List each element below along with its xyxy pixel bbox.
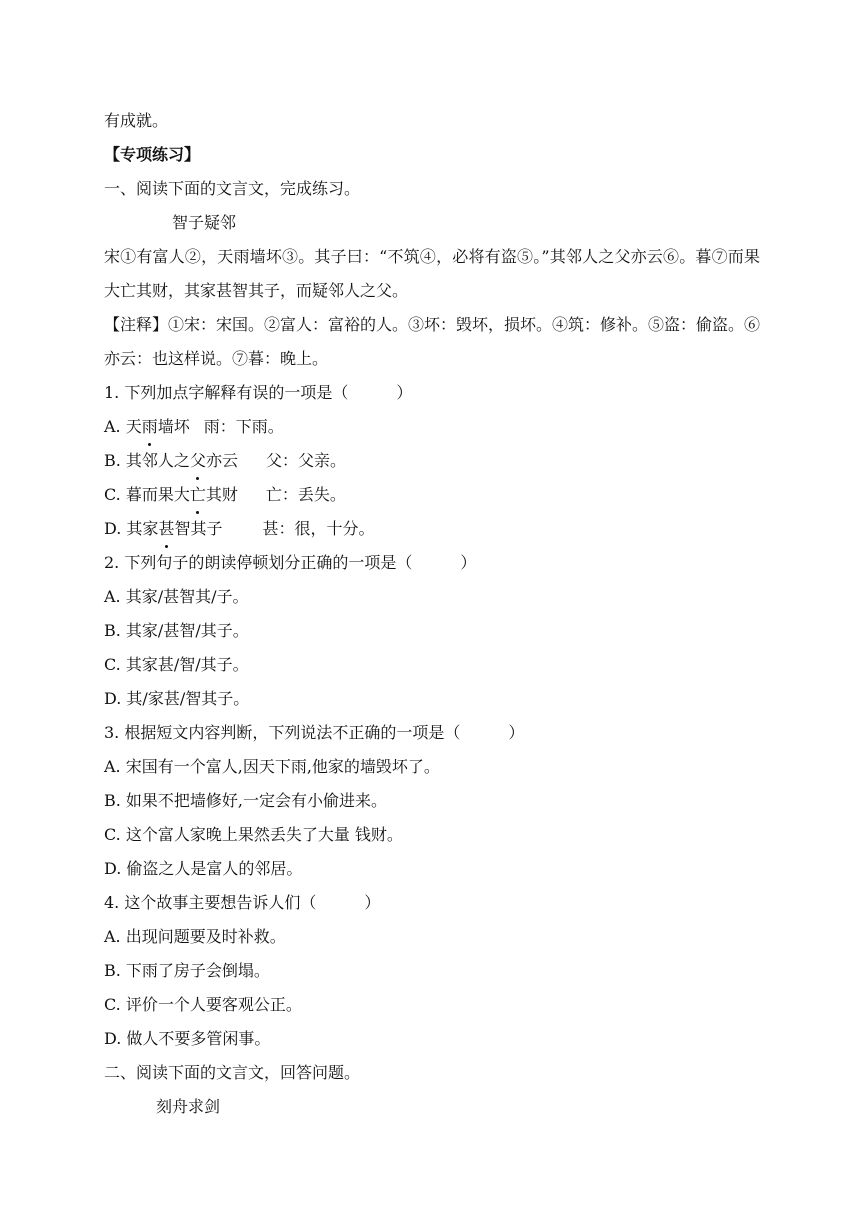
q1-d-dotted-char: 甚 [158, 512, 174, 546]
part1-text: 宋①有富人②，天雨墙坏③。其子曰：“不筑④，必将有盗⑤。”其邻人之父亦云⑥。暮⑦而果大亡其财，其家甚智其子，而疑邻人之父。 [104, 247, 760, 300]
q1-option-d [104, 512, 760, 546]
document-page [104, 104, 760, 1124]
q3-option-a: A. 宋国有一个富人,因天下雨,他家的墙毁坏了。 [104, 757, 440, 776]
q1-a-pre: A. 天 [104, 417, 142, 436]
q2-stem: 2. 下列句子的朗读停顿划分正确的一项是（ ） [104, 553, 477, 572]
q1-c-post: 其财 [205, 485, 238, 504]
q1-d-phrase [104, 512, 222, 546]
q1-b-phrase [104, 444, 238, 478]
q1-b-gloss: 父：父亲。 [265, 451, 346, 470]
q1-d-pre: D. 其家 [104, 519, 159, 538]
q1-option-c [104, 478, 760, 512]
q2-option-c: C. 其家甚/智/其子。 [104, 655, 249, 674]
q2-option-d: D. 其/家甚/智其子。 [104, 689, 250, 708]
q1-b-pre: B. 其邻人之 [104, 451, 190, 470]
q4-stem: 4. 这个故事主要想告诉人们（ ） [104, 893, 381, 912]
part1-notes: 【注释】①宋：宋国。②富人：富裕的人。③坏：毁坏，损坏。④筑：修补。⑤盗：偷盗。⑥亦云：也这样说。⑦暮：晚上。 [104, 315, 761, 368]
q4-option-d: D. 做人不要多管闲事。 [104, 1029, 271, 1048]
q2-option-b: B. 其家/甚智/其子。 [104, 621, 249, 640]
q3-stem: 3. 根据短文内容判断，下列说法不正确的一项是（ ） [104, 723, 525, 742]
q1-c-phrase [104, 478, 238, 512]
q1-a-gloss: 雨：下雨。 [203, 417, 284, 436]
part1-instruction: 一、阅读下面的文言文，完成练习。 [104, 179, 361, 198]
q1-option-a [104, 410, 760, 444]
q1-a-post: 墙坏 [157, 417, 190, 436]
q2-option-a: A. 其家/甚智其/子。 [104, 587, 249, 606]
part1-title: 智子疑邻 [172, 213, 237, 232]
q1-b-post: 亦云 [205, 451, 238, 470]
q1-stem: 1. 下列加点字解释有误的一项是（ ） [104, 383, 413, 402]
q1-c-pre: C. 暮而果大 [104, 485, 190, 504]
section-heading: 【专项练习】 [104, 145, 201, 164]
q1-d-gloss: 甚：很，十分。 [262, 519, 375, 538]
q1-b-dotted-char: 父 [190, 444, 206, 478]
q3-option-c: C. 这个富人家晚上果然丢失了大量 钱财。 [104, 825, 403, 844]
q3-option-d: D. 偷盗之人是富人的邻居。 [104, 859, 303, 878]
q3-option-b: B. 如果不把墙修好,一定会有小偷进来。 [104, 791, 388, 810]
q1-c-dotted-char: 亡 [190, 478, 206, 512]
part2-instruction: 二、阅读下面的文言文，回答问题。 [104, 1063, 361, 1082]
q4-option-a: A. 出现问题要及时补救。 [104, 927, 286, 946]
q1-c-gloss: 亡：丢失。 [265, 485, 346, 504]
q1-d-post: 智其子 [174, 519, 223, 538]
q1-a-phrase [104, 410, 190, 444]
q4-option-c: C. 评价一个人要客观公正。 [104, 995, 302, 1014]
q4-option-b: B. 下雨了房子会倒塌。 [104, 961, 270, 980]
q1-option-b [104, 444, 760, 478]
intro-tail: 有成就。 [104, 111, 169, 130]
part2-title: 刻舟求剑 [156, 1097, 221, 1116]
q1-a-dotted-char: 雨 [142, 410, 158, 444]
